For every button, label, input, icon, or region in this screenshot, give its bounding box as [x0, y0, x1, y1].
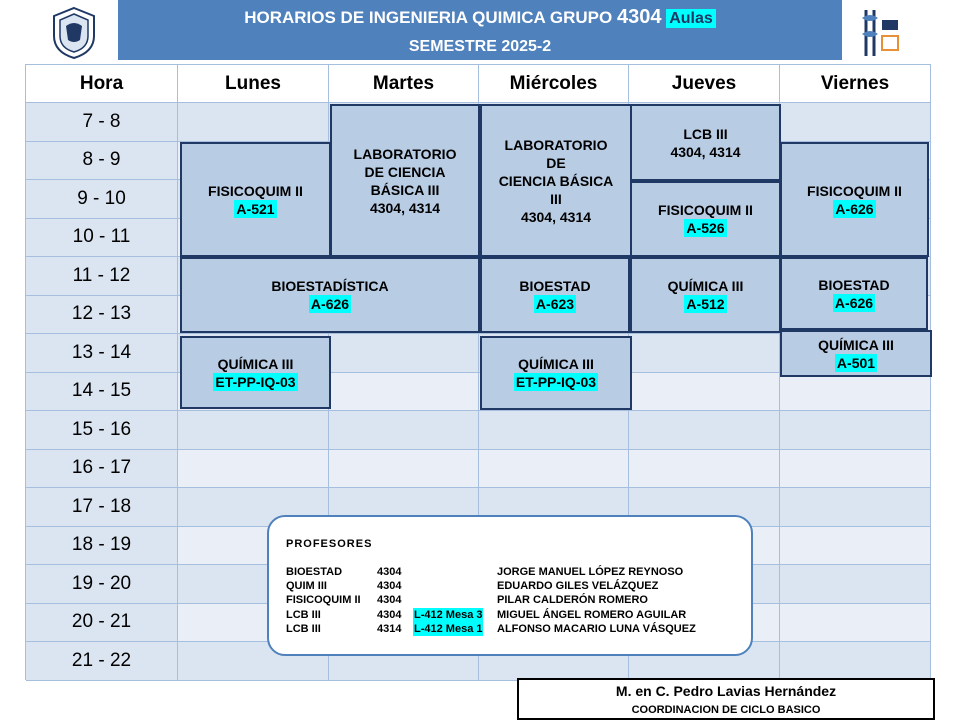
profesor-nombre: MIGUEL ÁNGEL ROMERO AGUILAR [497, 609, 687, 621]
class-name: QUÍMICA III [217, 355, 294, 372]
class-line: DE [546, 154, 566, 171]
fes-logo-icon [856, 6, 904, 60]
schedule-cell [629, 373, 780, 412]
aulas-label: Aulas [666, 9, 716, 28]
schedule-cell [329, 450, 479, 489]
class-block-lunes-quimica [180, 336, 331, 409]
class-block-viernes-bioestad [780, 257, 928, 330]
header-jueves: Jueves [629, 65, 780, 103]
class-name: QUÍMICA III [667, 278, 744, 294]
hour-cell: 21 - 22 [26, 642, 178, 681]
class-block-lunes-bioestadistica [180, 257, 480, 333]
class-name: LCB III [683, 125, 728, 142]
hour-cell: 13 - 14 [26, 334, 178, 373]
hour-cell: 11 - 12 [26, 257, 178, 296]
title-prefix: HORARIOS DE INGENIERIA QUIMICA GRUPO [244, 8, 613, 27]
profesor-nombre: EDUARDO GILES VELÁZQUEZ [497, 580, 659, 592]
hour-cell: 12 - 13 [26, 296, 178, 335]
class-room: ET-PP-IQ-03 [515, 374, 597, 390]
profesor-materia: LCB III [286, 623, 321, 635]
profesor-grupo: 4304 [377, 580, 402, 592]
class-room: ET-PP-IQ-03 [215, 373, 296, 390]
schedule-cell [780, 488, 931, 527]
schedule-cell [780, 450, 931, 489]
profesor-materia: BIOESTAD [286, 566, 343, 578]
hour-cell: 8 - 9 [26, 142, 178, 181]
profesor-nombre: JORGE MANUEL LÓPEZ REYNOSO [497, 566, 684, 578]
profesor-lab: L-412 Mesa 1 [414, 623, 483, 635]
profesor-nombre: ALFONSO MACARIO LUNA VÁSQUEZ [497, 623, 696, 635]
profesor-materia: FISICOQUIM II [286, 594, 361, 606]
schedule-cell [629, 411, 780, 450]
hour-cell: 7 - 8 [26, 103, 178, 142]
class-block-miercoles-bioestad [480, 257, 630, 333]
class-name: FISICOQUIM II [658, 202, 753, 218]
schedule-cell [780, 411, 931, 450]
class-name: BIOESTAD [818, 276, 890, 293]
class-block-jueves-fisicoquim [630, 181, 781, 257]
class-line: LABORATORIO [504, 136, 608, 153]
class-line: DE CIENCIA [364, 163, 446, 180]
class-block-martes-laboratorio [330, 104, 480, 257]
class-line: CIENCIA BÁSICA [498, 172, 614, 189]
class-room: A-626 [310, 296, 350, 312]
class-room: A-623 [535, 296, 575, 312]
hour-cell: 16 - 17 [26, 450, 178, 489]
class-block-jueves-lcb [630, 104, 781, 181]
schedule-cell [780, 642, 931, 681]
class-line: III [550, 190, 562, 207]
profesor-grupo: 4304 [377, 566, 402, 578]
header-viernes: Viernes [780, 65, 931, 103]
class-room: A-512 [686, 296, 725, 312]
profesor-materia: QUIM III [286, 580, 327, 592]
class-room: A-626 [834, 294, 874, 311]
coordinator-department: COORDINACION DE CICLO BASICO [631, 704, 821, 716]
profesor-materia: LCB III [286, 609, 321, 621]
schedule-cell [178, 450, 329, 489]
class-room: A-626 [835, 200, 874, 217]
class-block-viernes-quimica [780, 330, 932, 377]
header-martes: Martes [329, 65, 479, 103]
schedule-cell [329, 373, 479, 412]
hour-cell: 9 - 10 [26, 180, 178, 219]
class-groups: 4304, 4314 [670, 143, 741, 160]
class-block-miercoles-laboratorio [480, 104, 632, 257]
schedule-cell [329, 334, 479, 373]
class-name: BIOESTADÍSTICA [271, 278, 389, 294]
hour-cell: 10 - 11 [26, 219, 178, 258]
hour-cell: 19 - 20 [26, 565, 178, 604]
class-name: QUÍMICA III [518, 356, 594, 372]
schedule-cell [629, 450, 780, 489]
schedule-cell [780, 604, 931, 643]
class-room: A-501 [836, 354, 876, 371]
profesor-lab: L-412 Mesa 3 [414, 609, 483, 621]
schedule-cell [780, 103, 931, 142]
schedule-cell [479, 450, 629, 489]
class-name: FISICOQUIM II [208, 182, 303, 199]
class-groups: 4304, 4314 [520, 208, 592, 225]
schedule-cell [329, 411, 479, 450]
class-room: A-521 [236, 200, 275, 217]
profesor-nombre: PILAR CALDERÓN ROMERO [497, 594, 648, 606]
class-block-viernes-fisicoquim [780, 142, 929, 257]
profesores-panel [267, 515, 753, 656]
group-number: 4304 [616, 6, 662, 28]
class-room: A-526 [686, 220, 725, 236]
schedule-cell [178, 103, 329, 142]
class-line: LABORATORIO [353, 145, 457, 162]
page-title [118, 4, 842, 32]
schedule-cell [780, 527, 931, 566]
unam-crest-icon [50, 6, 98, 60]
class-block-jueves-quimica [630, 257, 781, 333]
hour-cell: 20 - 21 [26, 604, 178, 643]
class-groups: 4304, 4314 [369, 199, 441, 216]
header-hora: Hora [26, 65, 178, 103]
schedule-cell [479, 411, 629, 450]
hour-cell: 18 - 19 [26, 527, 178, 566]
class-name: BIOESTAD [519, 278, 591, 294]
profesor-grupo: 4314 [377, 623, 402, 635]
coordinator-box [517, 678, 935, 720]
hour-cell: 15 - 16 [26, 411, 178, 450]
class-block-miercoles-quimica [480, 336, 632, 410]
profesores-title: PROFESORES [286, 538, 373, 550]
class-name: FISICOQUIM II [807, 182, 902, 199]
hour-cell: 17 - 18 [26, 488, 178, 527]
hour-cell: 14 - 15 [26, 373, 178, 412]
schedule-cell [780, 565, 931, 604]
class-block-lunes-fisicoquim [180, 142, 331, 257]
schedule-cell [178, 411, 329, 450]
schedule-cell [629, 334, 780, 373]
profesor-grupo: 4304 [377, 594, 402, 606]
schedule-cell [780, 373, 931, 412]
profesor-grupo: 4304 [377, 609, 402, 621]
header-banner [118, 0, 842, 60]
class-name: QUÍMICA III [818, 336, 894, 353]
header-miercoles: Miércoles [479, 65, 629, 103]
semester-label: SEMESTRE 2025-2 [408, 38, 552, 55]
coordinator-name: M. en C. Pedro Lavias Hernández [615, 683, 837, 699]
class-line: BÁSICA III [370, 181, 440, 198]
header-lunes: Lunes [178, 65, 329, 103]
